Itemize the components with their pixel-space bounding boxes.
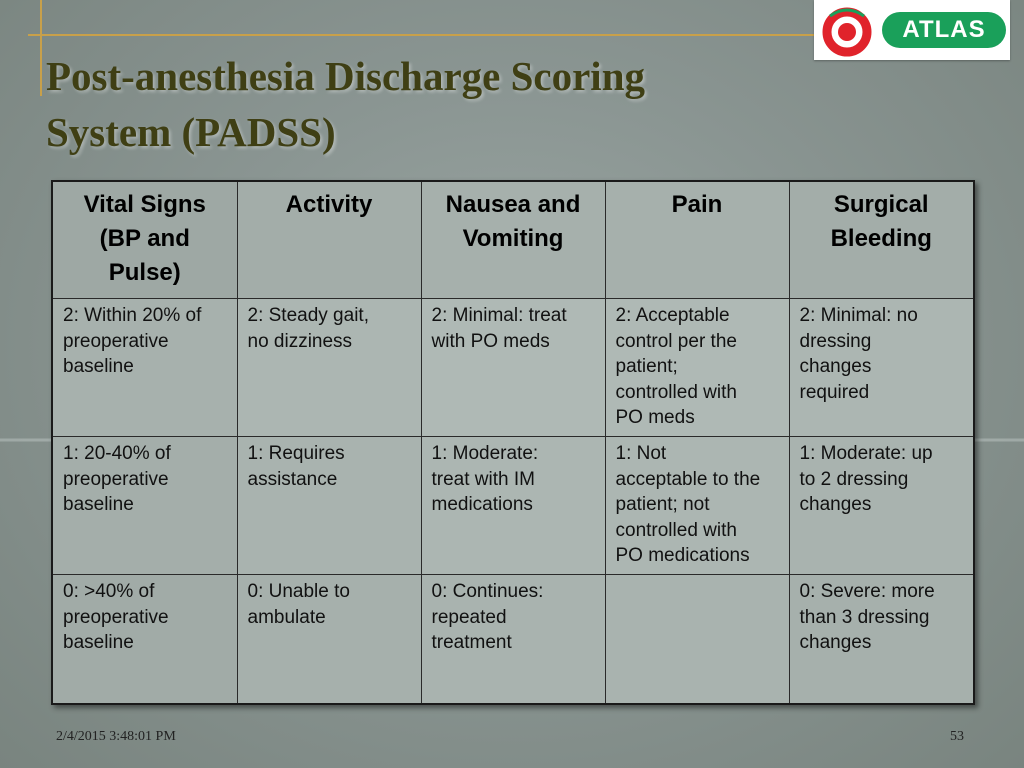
table-cell-empty bbox=[605, 575, 789, 705]
atlas-logo-text: ATLAS bbox=[882, 12, 1006, 48]
accent-vertical-line bbox=[40, 0, 42, 96]
header-pain: Pain bbox=[605, 181, 789, 299]
table-row-score-1 bbox=[52, 437, 974, 575]
header-surgical-bleeding: Surgical Bleeding bbox=[789, 181, 974, 299]
atlas-logo-mark-icon bbox=[818, 2, 876, 58]
table-cell: 2: Within 20% of preoperative baseline bbox=[52, 299, 237, 437]
header-vital-signs: Vital Signs (BP and Pulse) bbox=[52, 181, 237, 299]
slide-title-line1: Post-anesthesia Discharge Scoring bbox=[46, 53, 646, 99]
slide-title bbox=[46, 48, 846, 160]
table-row-score-2 bbox=[52, 299, 974, 437]
header-nausea-vomiting: Nausea and Vomiting bbox=[421, 181, 605, 299]
table-cell: 0: Continues: repeated treatment bbox=[421, 575, 605, 705]
footer-datetime: 2/4/2015 3:48:01 PM bbox=[56, 729, 176, 744]
table-cell: 2: Minimal: no dressing changes required bbox=[789, 299, 974, 437]
slide-title-line2: System (PADSS) bbox=[46, 109, 336, 155]
table-cell: 2: Acceptable control per the patient; controlled with PO meds bbox=[605, 299, 789, 437]
atlas-logo bbox=[814, 0, 1010, 60]
table-cell: 2: Minimal: treat with PO meds bbox=[421, 299, 605, 437]
padss-table bbox=[51, 180, 975, 705]
table-cell: 0: >40% of preoperative baseline bbox=[52, 575, 237, 705]
table-cell: 1: Requires assistance bbox=[237, 437, 421, 575]
table-cell: 2: Steady gait, no dizziness bbox=[237, 299, 421, 437]
footer-page-number: 53 bbox=[950, 729, 964, 744]
table-header-row bbox=[52, 181, 974, 299]
header-activity: Activity bbox=[237, 181, 421, 299]
accent-horizontal-line bbox=[28, 34, 818, 36]
table-cell: 1: Moderate: treat with IM medications bbox=[421, 437, 605, 575]
table-cell: 1: Moderate: up to 2 dressing changes bbox=[789, 437, 974, 575]
table-cell: 1: Not acceptable to the patient; not controlled with PO medications bbox=[605, 437, 789, 575]
table-cell: 0: Severe: more than 3 dressing changes bbox=[789, 575, 974, 705]
table-cell: 0: Unable to ambulate bbox=[237, 575, 421, 705]
table-row-score-0 bbox=[52, 575, 974, 705]
table-cell: 1: 20-40% of preoperative baseline bbox=[52, 437, 237, 575]
